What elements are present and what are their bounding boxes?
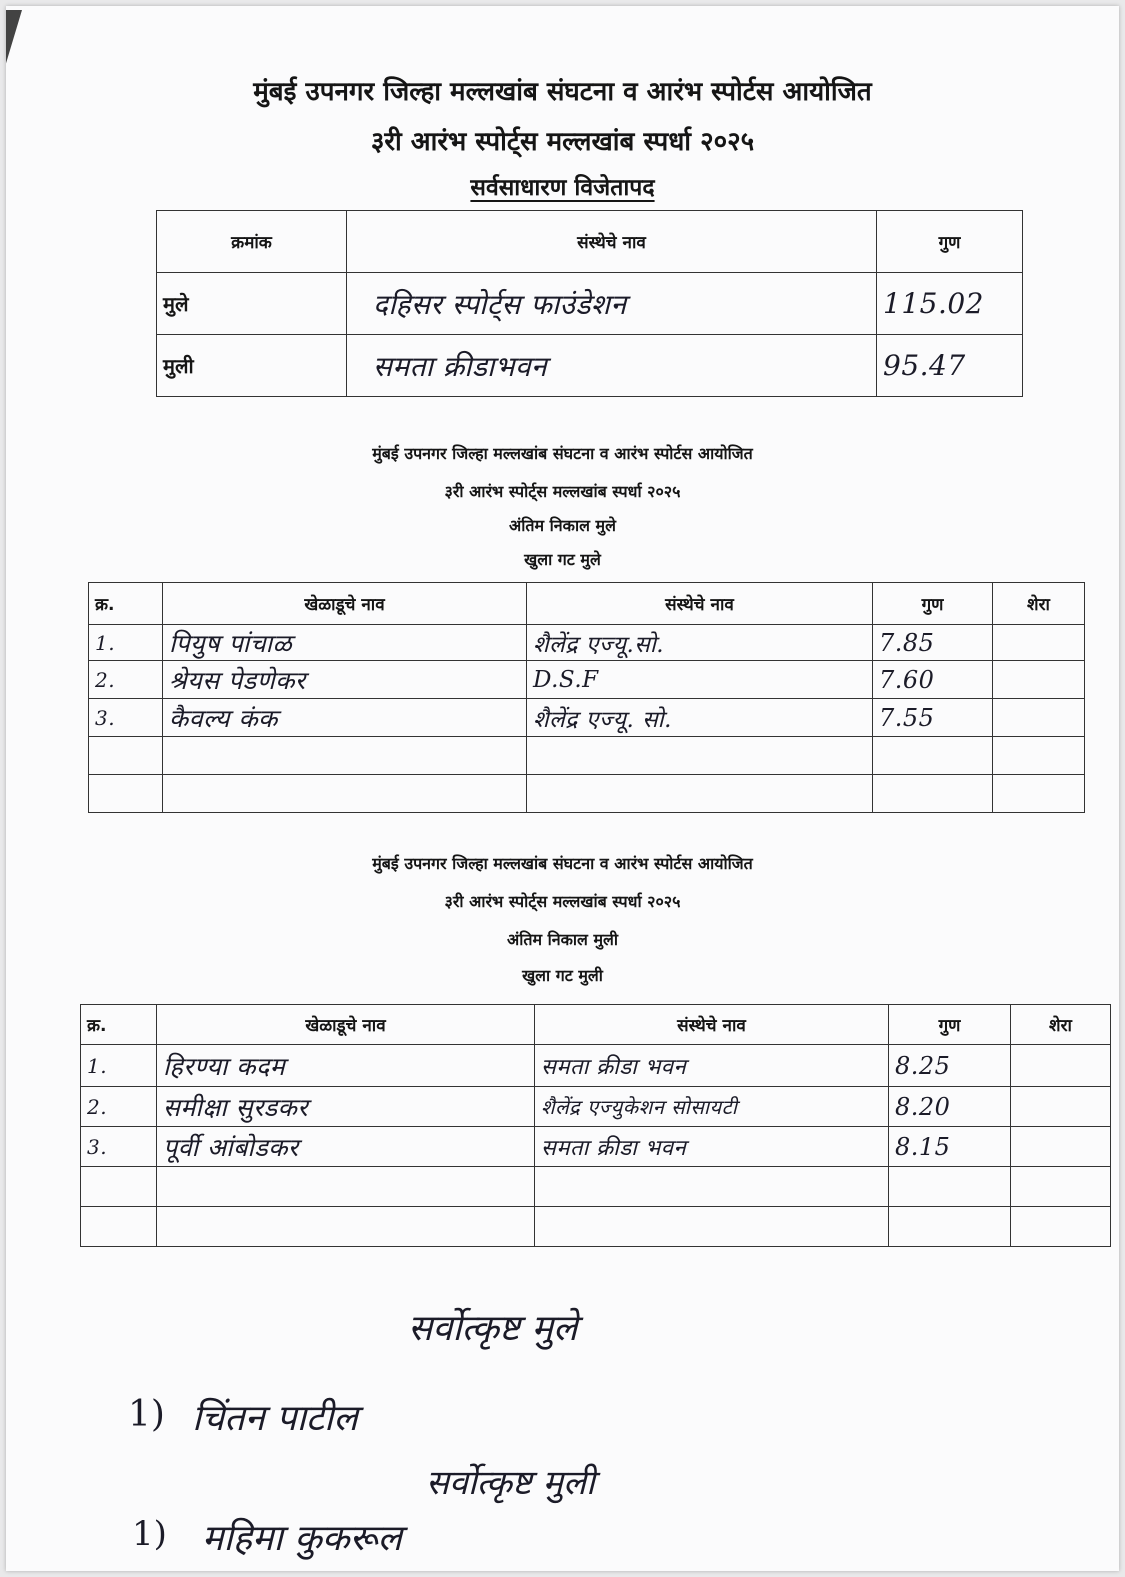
overall-row-boys bbox=[157, 273, 1023, 335]
remark bbox=[1011, 1167, 1111, 1207]
serial-number: 2. bbox=[81, 1087, 157, 1127]
table-row bbox=[89, 775, 1085, 813]
player-name: पियुष पांचाळ bbox=[163, 625, 527, 661]
points-value: 8.15 bbox=[889, 1127, 1011, 1167]
points-value bbox=[873, 775, 993, 813]
header-2-final-result: अंतिम निकाल मुले bbox=[509, 516, 616, 535]
best-girls-title: सर्वोत्कृष्ट मुली bbox=[426, 1463, 595, 1503]
table-row bbox=[81, 1045, 1111, 1087]
remark bbox=[1011, 1045, 1111, 1087]
institution-name: समता क्रीडा भवन bbox=[535, 1127, 889, 1167]
col-institution: संस्थेचे नाव bbox=[527, 583, 873, 625]
table-row bbox=[89, 699, 1085, 737]
col-points: गुण bbox=[873, 583, 993, 625]
best-boys-marker: 1) bbox=[128, 1394, 165, 1435]
col-player: खेळाडूचे नाव bbox=[163, 583, 527, 625]
institution-name bbox=[535, 1207, 889, 1247]
col-points: गुण bbox=[889, 1005, 1011, 1045]
points-value: 7.60 bbox=[873, 661, 993, 699]
institution-name: समता क्रीडाभवन bbox=[347, 335, 877, 397]
remark bbox=[993, 737, 1085, 775]
points-value: 95.47 bbox=[877, 335, 1023, 397]
player-name bbox=[163, 775, 527, 813]
table-row bbox=[81, 1087, 1111, 1127]
row-label: मुली bbox=[157, 335, 347, 397]
points-value: 115.02 bbox=[877, 273, 1023, 335]
results-sheet bbox=[6, 6, 1119, 1571]
col-institution: संस्थेचे नाव bbox=[535, 1005, 889, 1045]
table-row bbox=[81, 1127, 1111, 1167]
table-row bbox=[89, 661, 1085, 699]
institution-name bbox=[527, 737, 873, 775]
serial-number bbox=[81, 1207, 157, 1247]
col-institution: संस्थेचे नाव bbox=[347, 211, 877, 273]
institution-name: शैलेंद्र एज्यू.सो. bbox=[527, 625, 873, 661]
col-remark: शेरा bbox=[993, 583, 1085, 625]
col-points: गुण bbox=[877, 211, 1023, 273]
institution-name bbox=[535, 1167, 889, 1207]
header-3-final-result: अंतिम निकाल मुली bbox=[506, 930, 619, 949]
col-serial: क्र. bbox=[81, 1005, 157, 1045]
row-label: मुले bbox=[157, 273, 347, 335]
player-name: समीक्षा सुरडकर bbox=[157, 1087, 535, 1127]
col-remark: शेरा bbox=[1011, 1005, 1111, 1045]
best-boys-name: चिंतन पाटील bbox=[192, 1398, 358, 1439]
col-rank: क्रमांक bbox=[157, 211, 347, 273]
best-girls-name: महिमा कुकरूल bbox=[202, 1518, 402, 1559]
table-row bbox=[81, 1167, 1111, 1207]
player-name: श्रेयस पेडणेकर bbox=[163, 661, 527, 699]
table-row bbox=[81, 1207, 1111, 1247]
col-player: खेळाडूचे नाव bbox=[157, 1005, 535, 1045]
serial-number: 1. bbox=[81, 1045, 157, 1087]
header-2-open-group: खुला गट मुले bbox=[524, 550, 601, 569]
overall-header-row bbox=[157, 211, 1023, 273]
institution-name: शैलेंद्र एज्युकेशन सोसायटी bbox=[535, 1087, 889, 1127]
overall-row-girls bbox=[157, 335, 1023, 397]
page-corner-mark bbox=[6, 10, 22, 70]
points-value: 8.25 bbox=[889, 1045, 1011, 1087]
institution-name: दहिसर स्पोर्ट्स फाउंडेशन bbox=[347, 273, 877, 335]
remark bbox=[993, 625, 1085, 661]
player-name bbox=[163, 737, 527, 775]
points-value bbox=[889, 1167, 1011, 1207]
best-boys-title: सर्वोत्कृष्ट मुले bbox=[408, 1308, 578, 1349]
girls-results-table bbox=[80, 1004, 1111, 1247]
player-name: हिरण्या कदम bbox=[157, 1045, 535, 1087]
col-serial: क्र. bbox=[89, 583, 163, 625]
institution-name: समता क्रीडा भवन bbox=[535, 1045, 889, 1087]
boys-results-table bbox=[88, 582, 1085, 813]
serial-number: 3. bbox=[89, 699, 163, 737]
points-value: 7.85 bbox=[873, 625, 993, 661]
header-3-open-group: खुला गट मुली bbox=[522, 966, 603, 985]
institution-name bbox=[527, 775, 873, 813]
player-name: कैवल्य कंक bbox=[163, 699, 527, 737]
remark bbox=[1011, 1087, 1111, 1127]
header-1-organizer: मुंबई उपनगर जिल्हा मल्लखांब संघटना व आरंभ स्पोर्टस आयोजित bbox=[253, 77, 872, 107]
serial-number bbox=[81, 1167, 157, 1207]
serial-number bbox=[89, 775, 163, 813]
serial-number: 3. bbox=[81, 1127, 157, 1167]
best-girls-marker: 1) bbox=[132, 1514, 167, 1554]
points-value bbox=[873, 737, 993, 775]
player-name: पूर्वी आंबोडकर bbox=[157, 1127, 535, 1167]
institution-name: शैलेंद्र एज्यू. सो. bbox=[527, 699, 873, 737]
remark bbox=[1011, 1127, 1111, 1167]
table-row bbox=[89, 625, 1085, 661]
serial-number: 2. bbox=[89, 661, 163, 699]
header-2-organizer: मुंबई उपनगर जिल्हा मल्लखांब संघटना व आरंभ स्पोर्टस आयोजित bbox=[372, 444, 753, 463]
remark bbox=[993, 775, 1085, 813]
boys-header-row bbox=[89, 583, 1085, 625]
player-name bbox=[157, 1167, 535, 1207]
overall-championship-table bbox=[156, 210, 1023, 397]
table-row bbox=[89, 737, 1085, 775]
points-value: 7.55 bbox=[873, 699, 993, 737]
serial-number bbox=[89, 737, 163, 775]
player-name bbox=[157, 1207, 535, 1247]
header-1-overall-championship: सर्वसाधारण विजेतापद bbox=[470, 175, 655, 201]
header-3-organizer: मुंबई उपनगर जिल्हा मल्लखांब संघटना व आरंभ स्पोर्टस आयोजित bbox=[372, 854, 753, 873]
header-3-competition: ३री आरंभ स्पोर्ट्स मल्लखांब स्पर्धा २०२५ bbox=[444, 892, 681, 911]
institution-name: D.S.F bbox=[527, 661, 873, 699]
remark bbox=[993, 661, 1085, 699]
header-2-competition: ३री आरंभ स्पोर्ट्स मल्लखांब स्पर्धा २०२५ bbox=[444, 482, 681, 501]
points-value bbox=[889, 1207, 1011, 1247]
serial-number: 1. bbox=[89, 625, 163, 661]
header-1-competition: ३री आरंभ स्पोर्ट्स मल्लखांब स्पर्धा २०२५ bbox=[370, 127, 755, 157]
remark bbox=[1011, 1207, 1111, 1247]
points-value: 8.20 bbox=[889, 1087, 1011, 1127]
girls-header-row bbox=[81, 1005, 1111, 1045]
remark bbox=[993, 699, 1085, 737]
